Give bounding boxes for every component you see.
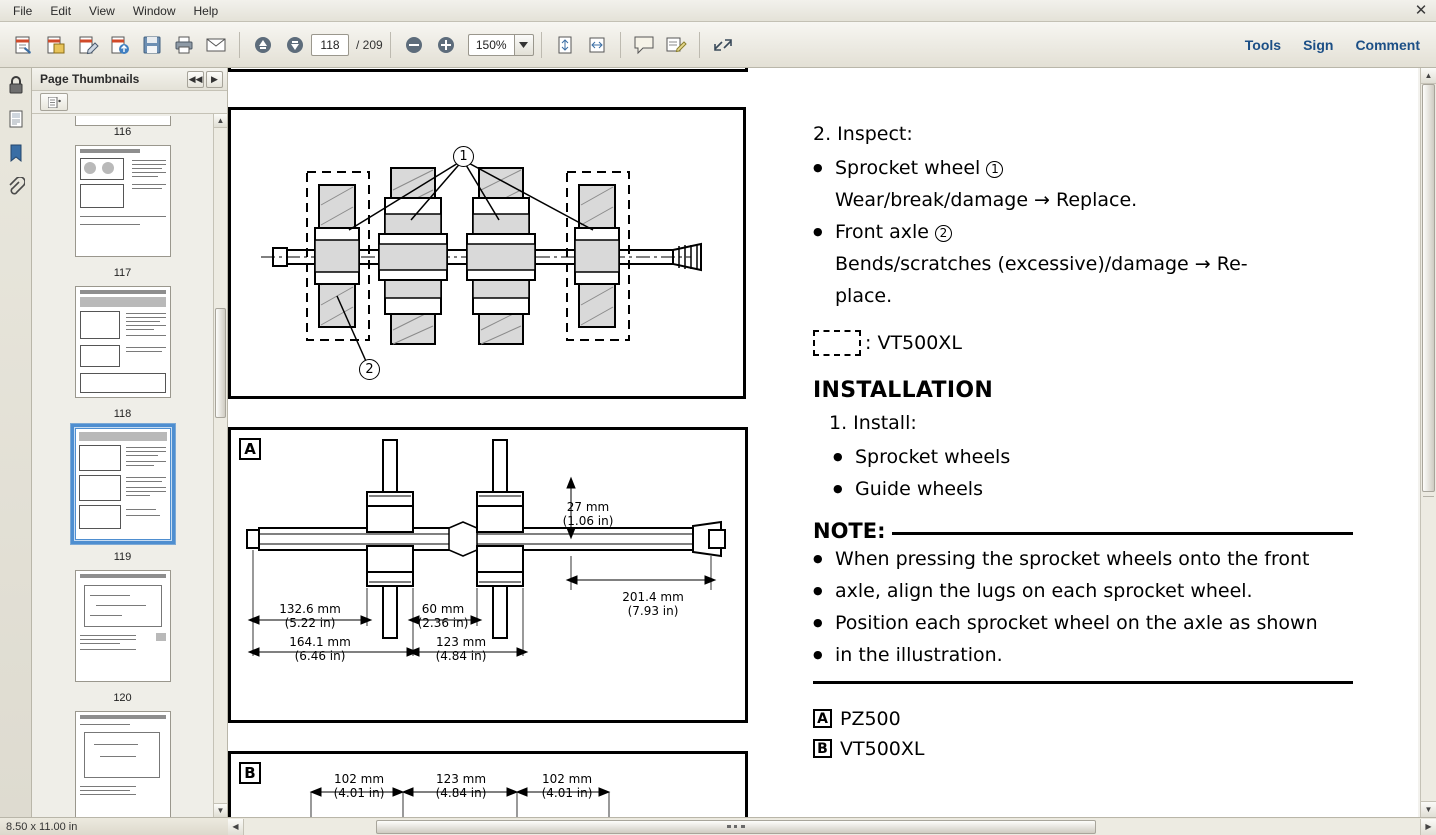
navigation-rail — [0, 68, 32, 817]
lock-icon[interactable] — [3, 72, 29, 98]
key-letter-a: A — [813, 709, 832, 728]
toolbar-separator — [239, 32, 240, 58]
scroll-up-icon[interactable]: ▲ — [214, 114, 227, 128]
dashed-box-icon — [813, 330, 861, 356]
note-rule — [892, 532, 1354, 535]
scrollbar-track[interactable] — [244, 819, 1420, 835]
bullet-text: Front axle — [835, 221, 929, 243]
page-size-label: 8.50 x 11.00 in — [6, 820, 78, 833]
dimension-label: 102 mm (4.01 in) — [333, 772, 385, 800]
document-vertical-scrollbar[interactable] — [1420, 68, 1436, 817]
menu-item-view[interactable]: View — [89, 3, 115, 18]
callout-ref-1: 1 — [986, 161, 1003, 178]
list-item[interactable] — [32, 408, 213, 545]
bullet-front-axle — [813, 216, 1353, 248]
menu-item-edit[interactable]: Edit — [50, 3, 72, 18]
document-view[interactable] — [228, 68, 1436, 817]
legend-vt500xl — [813, 330, 1353, 356]
key-label-b: VT500XL — [840, 738, 925, 760]
thumbnails-list — [32, 114, 213, 817]
thumbnail-page-label: 118 — [113, 408, 132, 421]
zoom-level-input[interactable]: 150% — [468, 34, 514, 56]
scroll-down-icon[interactable]: ▼ — [214, 803, 227, 817]
toolbar-separator — [541, 32, 542, 58]
zoom-out-icon[interactable] — [399, 30, 429, 60]
highlight-text-icon[interactable] — [661, 30, 691, 60]
thumbnail-page-label: 119 — [113, 551, 132, 564]
sticky-note-icon[interactable] — [629, 30, 659, 60]
dimension-label: 132.6 mm (5.22 in) — [279, 602, 341, 630]
inspect-sub-1: Wear/break/damage → Replace. — [835, 189, 1138, 211]
toolbar-right-links — [1245, 37, 1428, 53]
scroll-up-icon[interactable]: ▲ — [1421, 68, 1436, 84]
email-icon[interactable] — [201, 30, 231, 60]
panel-options-icon[interactable] — [40, 93, 68, 111]
thumbnail-page-label: 117 — [113, 267, 132, 280]
page-content — [228, 68, 1418, 817]
callout-1: 1 — [453, 146, 474, 167]
figure-a-pz500 — [228, 427, 748, 723]
annotation-group — [628, 30, 692, 60]
callout-2: 2 — [359, 359, 380, 380]
key-item-b — [813, 734, 1353, 764]
inspect-sub-2a: Bends/scratches (excessive)/damage → Re- — [835, 253, 1248, 275]
dimension-label: 102 mm (4.01 in) — [541, 772, 593, 800]
installation-heading: INSTALLATION — [813, 378, 994, 403]
next-page-icon[interactable] — [280, 30, 310, 60]
note-item-cont: ● in the illustration. — [813, 639, 1353, 671]
key-item-a — [813, 704, 1353, 734]
callout-ref-2: 2 — [935, 225, 952, 242]
toolbar-separator — [620, 32, 621, 58]
note-list — [813, 543, 1353, 671]
toolbar-separator — [699, 32, 700, 58]
key-letter-b: B — [813, 739, 832, 758]
scroll-right-icon[interactable]: ▶ — [1420, 819, 1436, 835]
bookmarks-icon[interactable] — [3, 140, 29, 166]
comment-button[interactable]: Comment — [1355, 36, 1420, 53]
status-bar — [0, 817, 1436, 835]
figure-sprocket-assembly — [228, 107, 746, 399]
zoom-group — [398, 30, 534, 60]
bullet-guide-wheels: ● Guide wheels — [833, 473, 1353, 505]
list-item[interactable] — [32, 692, 213, 817]
save-icon[interactable] — [137, 30, 167, 60]
page-number-input[interactable]: 118 — [311, 34, 349, 56]
thumbnail-page-image[interactable] — [75, 570, 171, 682]
bullet-sprocket-wheels: ● Sprocket wheels — [833, 441, 1353, 473]
menu-item-file[interactable]: File — [13, 3, 33, 18]
thumbnails-options-bar — [32, 91, 227, 114]
chevron-down-icon[interactable] — [514, 34, 534, 56]
install-bullets — [813, 441, 1353, 505]
toolbar-separator — [390, 32, 391, 58]
legend-label: : VT500XL — [865, 332, 962, 354]
note-label: NOTE: — [813, 519, 886, 543]
list-item[interactable] — [32, 126, 213, 261]
collapse-panel-icon[interactable]: ◀◀ — [187, 71, 204, 88]
inspect-bullets — [813, 152, 1353, 184]
fullscreen-icon[interactable] — [708, 30, 738, 60]
inspect-sub-2b: place. — [835, 285, 893, 307]
dimension-label: 123 mm (4.84 in) — [435, 772, 487, 800]
note-rule-bottom — [813, 681, 1353, 684]
export-pdf-icon[interactable] — [105, 30, 135, 60]
thumbnail-partial[interactable] — [75, 116, 171, 126]
list-item[interactable] — [32, 551, 213, 686]
note-item: ● Position each sprocket wheel on the axle as shown — [813, 607, 1353, 639]
print-icon[interactable] — [169, 30, 199, 60]
dimension-label: 201.4 mm (7.93 in) — [622, 590, 684, 618]
thumbnails-scrollbar[interactable] — [213, 114, 227, 817]
inspect-bullets-2 — [813, 216, 1353, 248]
document-horizontal-scrollbar[interactable] — [228, 819, 1436, 835]
figure-a-drawing — [231, 430, 745, 720]
menu-item-help[interactable]: Help — [193, 3, 219, 18]
zoom-in-icon[interactable] — [431, 30, 461, 60]
menu-bar — [0, 0, 1436, 22]
view-mode-group — [549, 30, 613, 60]
bullet-text: Sprocket wheel — [835, 157, 981, 179]
figure-sprocket-assembly-drawing — [231, 110, 743, 396]
thumbnails-scroll-area — [32, 114, 227, 817]
scrollbar-track[interactable] — [1421, 84, 1436, 801]
thumbnail-page-image[interactable] — [75, 428, 171, 540]
page-total-label: / 209 — [356, 37, 383, 52]
thumbnail-page-label: 120 — [113, 692, 132, 705]
tools-button[interactable]: Tools — [1244, 36, 1282, 53]
thumbnails-panel-header — [32, 68, 227, 91]
scroll-left-icon[interactable]: ◀ — [228, 819, 244, 835]
main-toolbar — [0, 22, 1436, 68]
page-nav-group — [247, 30, 383, 60]
scrollbar-thumb[interactable] — [1422, 84, 1435, 492]
dimension-label: 60 mm (2.36 in) — [417, 602, 469, 630]
list-item[interactable] — [32, 267, 213, 402]
menu-item-window[interactable]: Window — [132, 3, 176, 18]
expand-panel-icon[interactable]: ▶ — [206, 71, 223, 88]
fit-page-icon[interactable] — [550, 30, 580, 60]
thumbnail-page-image[interactable] — [75, 145, 171, 257]
thumbnail-page-label: 116 — [113, 126, 132, 139]
create-pdf-icon[interactable] — [41, 30, 71, 60]
text-column — [813, 118, 1353, 764]
key-label-a: PZ500 — [840, 708, 901, 730]
install-step: 1. Install: — [829, 412, 917, 434]
thumbnail-page-image[interactable] — [75, 711, 171, 817]
note-header — [813, 519, 1353, 543]
file-tools-group — [8, 30, 232, 60]
scrollbar-thumb[interactable] — [215, 308, 226, 418]
sign-button[interactable]: Sign — [1303, 36, 1334, 53]
pdf-page — [228, 68, 1418, 817]
dimension-label: 27 mm (1.06 in) — [562, 500, 614, 528]
previous-page-icon[interactable] — [248, 30, 278, 60]
note-item: ● When pressing the sprocket wheels onto the front — [813, 543, 1353, 575]
page-thumbnails-icon[interactable] — [3, 106, 29, 132]
open-file-icon[interactable] — [9, 30, 39, 60]
scroll-down-icon[interactable]: ▼ — [1421, 801, 1436, 817]
attachments-icon[interactable] — [3, 174, 29, 200]
bullet-sprocket-wheel — [813, 152, 1353, 184]
page-thumbnails-panel — [32, 68, 228, 817]
thumbnail-page-image[interactable] — [75, 286, 171, 398]
scrollbar-track[interactable] — [214, 128, 227, 803]
edit-pdf-icon[interactable] — [73, 30, 103, 60]
inspect-step: 2. Inspect: — [813, 123, 913, 145]
close-icon[interactable]: ✕ — [1414, 2, 1428, 19]
figure-top-cutoff — [228, 68, 748, 72]
figure-b-vt500xl — [228, 751, 748, 817]
scrollbar-thumb[interactable] — [376, 820, 1096, 834]
split-handle[interactable] — [1423, 496, 1434, 510]
note-item-cont: ● axle, align the lugs on each sprocket wheel. — [813, 575, 1353, 607]
figure-b-letter: B — [239, 762, 261, 784]
panel-title: Page Thumbnails — [40, 72, 140, 87]
fit-width-icon[interactable] — [582, 30, 612, 60]
dimension-label: 123 mm (4.84 in) — [435, 635, 487, 663]
dimension-label: 164.1 mm (6.46 in) — [289, 635, 351, 663]
workspace — [0, 68, 1436, 817]
figure-a-letter: A — [239, 438, 261, 460]
